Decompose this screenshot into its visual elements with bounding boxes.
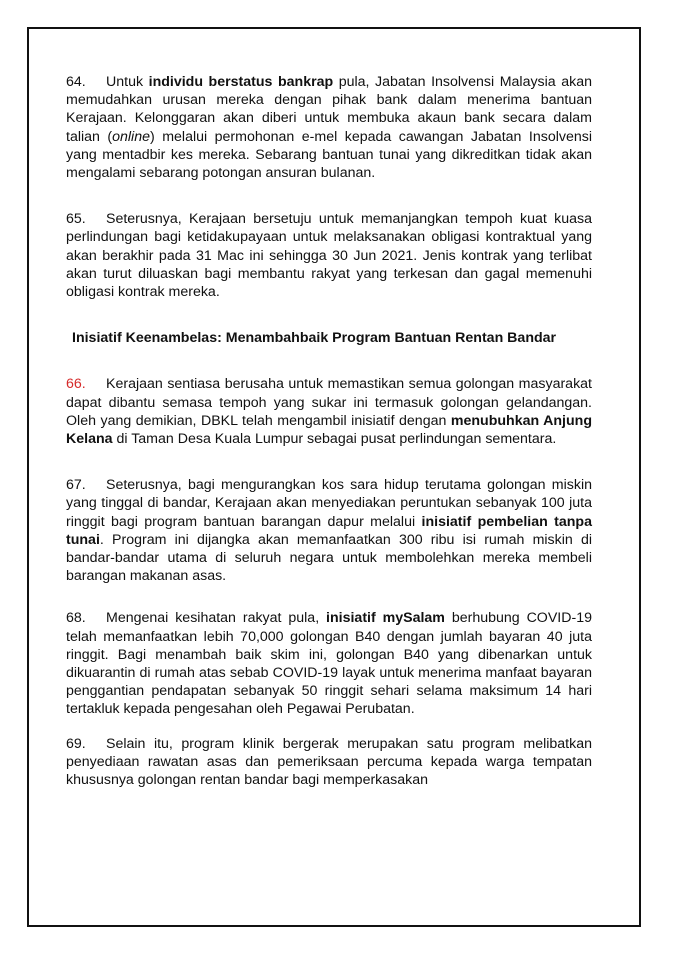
paragraph-text: Seterusnya, bagi mengurangkan kos sara hidup terutama golongan miskin yang tinggal di bandar, Kerajaan akan menyediakan peruntukan sebanyak 100 juta ringgit bagi program bantuan barangan dapur melalui [66,477,592,530]
paragraph-text: ) melalui permohonan e-mel kepada cawangan Jabatan Insolvensi yang mentadbir kes mereka. Sebarang bantuan tunai yang dikreditkan tidak akan mengalami sebarang potongan ansuran bulanan. [66,128,592,182]
paragraph-text: . Program ini dijangka akan memanfaatkan 300 ribu isi rumah miskin di bandar-bandar utama di seluruh negara untuk membolehkan mereka membeli barangan makanan asas. [66,531,592,585]
paragraph-67 [66,476,592,585]
paragraph-text: di Taman Desa Kuala Lumpur sebagai pusat perlindungan sementara. [112,431,557,448]
paragraph-text: pula, Jabatan Insolvensi Malaysia akan memudahkan urusan mereka dengan pihak bank dalam menerima bantuan Kerajaan. Kelonggaran akan diberi untuk membuka akaun bank secara dalam talian ( [66,74,593,145]
paragraph-69 [66,735,592,790]
paragraph-number: 64. [66,74,86,90]
paragraph-number: 65. [66,211,86,228]
paragraph-text: Kerajaan sentiasa berusaha untuk memastikan semua golongan masyarakat dapat dibantu semasa tempoh yang sukar ini termasuk golongan gelandangan. Oleh yang demikian, DBKL telah mengambil inisiatif dengan [66,376,592,429]
paragraph-text: Mengenai kesihatan rakyat pula, [106,610,327,627]
paragraph-number: 67. [66,477,86,494]
paragraph-64 [66,73,592,182]
paragraph-text: berhubung COVID-19 telah memanfaatkan lebih 70,000 golongan B40 dengan jumlah bayaran 40 juta ringgit. Bagi menambah baik skim ini, golongan B40 yang dibenarkan untuk dikuarantin di rumah atas sebab COVID-19 layak untuk menerima manfaat bayaran penggantian pendapatan sebanyak 50 ringgit sehari selama maksimum 14 hari tertakluk kepada pengesahan oleh Pegawai Perubatan. [66,610,593,718]
paragraph-number: 66. [66,376,86,393]
paragraph-text: Untuk [106,74,149,90]
paragraph-66 [66,375,592,448]
paragraph-68 [66,609,592,718]
paragraph-text: Seterusnya, Kerajaan bersetuju untuk memanjangkan tempoh kuat kuasa perlindungan bagi ketidakupayaan untuk melaksanakan obligasi kontraktual yang akan berakhir pada 31 Mac ini sehingga 30 Jun 2021. Jenis kontrak yang terlibat akan turut diluaskan bagi membantu rakyat yang terkesan dan gagal memenuhi obligasi kontrak mereka. [66,211,592,301]
document-body [66,73,592,789]
bold-phrase: inisiatif pembelian tanpa tunai [66,513,592,548]
bold-phrase: inisiatif mySalam [326,610,445,627]
paragraph-number: 68. [66,610,86,627]
paragraph-65 [66,210,592,301]
section-heading: Inisiatif Keenambelas: Menambahbaik Program Bantuan Rentan Bandar [72,330,557,347]
paragraph-text: Selain itu, program klinik bergerak merupakan satu program melibatkan penyediaan rawatan asas dan pemeriksaan percuma kepada warga tempatan khususnya golongan rentan bandar bagi memperkasakan [66,735,592,789]
bold-phrase: individu berstatus bankrap [148,74,334,90]
italic-term: online [112,128,150,145]
bold-phrase: menubuhkan Anjung Kelana [66,412,592,448]
paragraph-number: 69. [66,735,86,752]
